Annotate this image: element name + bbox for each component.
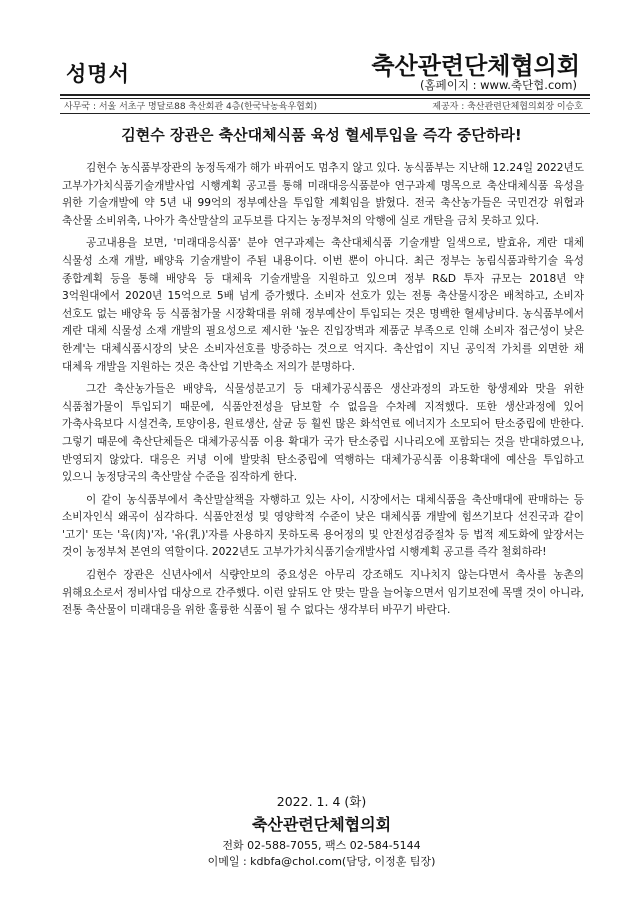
contact-email[interactable]: 이메일 : kdbfa@chol.com(담당, 이정훈 팀장) xyxy=(207,855,436,868)
paragraph: 김현수 장관은 신년사에서 식량안보의 중요성은 아무리 강조해도 지나치지 않는다면서 축사를 농촌의 위해요소로서 정비사업 대상으로 간주했다. 이런 앞뒤도 안 맞는 말을 늘어놓으면서 임기보전에 목맬 것이 아니라, 전통 축산물이 미래대응을 위한 훌륭한 식품이 될 수 없다는 생각부터 바꾸기 바란다. xyxy=(62,569,584,617)
phone-fax: 전화 02-588-7055, 팩스 02-584-5144 xyxy=(222,839,421,852)
header-divider-thick xyxy=(60,94,590,96)
office-address: 사무국 : 서울 서초구 명달로88 축산회관 4층(한국낙농육우협회) xyxy=(64,102,318,112)
provider-info: 제공자 : 축산관련단체협의회장 이승호 xyxy=(432,102,583,112)
organization-name: 축산관련단체협의회 xyxy=(371,52,580,80)
paragraph: 김현수 농식품부장관의 농정독재가 해가 바뀌어도 멈추지 않고 있다. 농식품부는 지난해 12.24일 2022년도 고부가가치식품기술개발사업 시행계획 공고를 통해 미래대응식품분야 연구과제 명목으로 축산대체식품 육성을 위한 기술개발에 약 5년 내 99억의 정부예산을 투입할 계획임을 밝혔다. 전국 축산농가들은 국민건강 위협과 축산물 소비위축, 나아가 축산말살의 교두보를 다지는 농정부처의 악행에 실로 개탄을 금치 못하고 있다. xyxy=(62,162,584,227)
document-type-label: 성명서 xyxy=(66,62,130,86)
paragraph: 이 같이 농식품부에서 축산말살책을 자행하고 있는 사이, 시장에서는 대체식품을 축산매대에 판매하는 등 소비자인식 왜곡이 심각하다. 식품안전성 및 영양학적 수준이 낮은 대체식품 개발에 힘쓰기보다 선진국과 같이 '고기' 또는 '육(肉)'자, '유(乳)'자를 사용하지 못하도록 용어정의 및 안전성검증절차 등 법적 제도화에 앞장서는 것이 농정부처 본연의 역할이다. 2022년도 고부가가치식품기술개발사업 시행계획 공고를 즉각 철회하라! xyxy=(62,493,584,559)
paragraph: 그간 축산농가들은 배양육, 식물성분고기 등 대체가공식품은 생산과정의 과도한 항생제와 맛을 위한 식품첨가물이 투입되기 때문에, 식품안전성을 담보할 수 없음을 수차례 지적했다. 또한 생산과정에 있어 가축사육보다 시설건축, 토양이용, 원료생산, 살균 등 훨씬 많은 화석연료 에너지가 소모되어 탄소중립에 반한다. 그렇기 때문에 축산단체들은 대체가공식품 이용 확대가 국가 탄소중립 시나리오에 포함되는 것을 반대하였으나, 반영되지 않았다. 대응은 커녕 이에 발맞춰 탄소중립에 역행하는 대체가공식품 이용확대에 예산을 투입하고 있으니 농정당국의 축산말살 수준을 짐작하게 한다. xyxy=(62,383,584,484)
homepage-link[interactable]: (홈페이지 : www.축단협.com) xyxy=(420,78,577,92)
paragraph: 공고내용을 보면, '미래대응식품' 분야 연구과제는 축산대체식품 기술개발 일색으로, 발효유, 계란 대체 식물성 소재 개발, 배양육 기술개발이 주된 내용이다. 이번 뿐이 아니다. 최근 정부는 농림식품과학기술 육성 종합계획 등을 통해 배양육 등 대체육 기술개발을 지원하고 있으며 정부 R&D 투자 규모는 2018년 약 3억원대에서 2020년 15억으로 5배 넘게 증가했다. 소비자 선호가 있는 전통 축산물시장은 배척하고, 소비자 선호도 없는 배양육 등 식품첨가물 시장확대를 위해 정부예산이 투입되는 것은 명백한 혈세낭비다. 농식품부에서 계란 대체 식물성 소재 개발의 필요성으로 제시한 '높은 진입장벽과 제품군 부족으로 인해 소비자 접근성이 낮은 한계'는 대체식품시장의 낮은 소비자선호를 방증하는 것으로 억지다. 축산업이 지닌 공익적 가치를 외면한 채 대체육 개발을 지원하는 것은 축산업 기반축소 저의가 분명하다. xyxy=(62,237,584,373)
info-divider xyxy=(60,113,590,114)
statement-title: 김현수 장관은 축산대체식품 육성 혈세투입을 즉각 중단하라! xyxy=(121,126,522,144)
statement-body xyxy=(62,160,584,625)
statement-date: 2022. 1. 4 (화) xyxy=(276,794,367,809)
signature-organization: 축산관련단체협의회 xyxy=(251,815,392,834)
